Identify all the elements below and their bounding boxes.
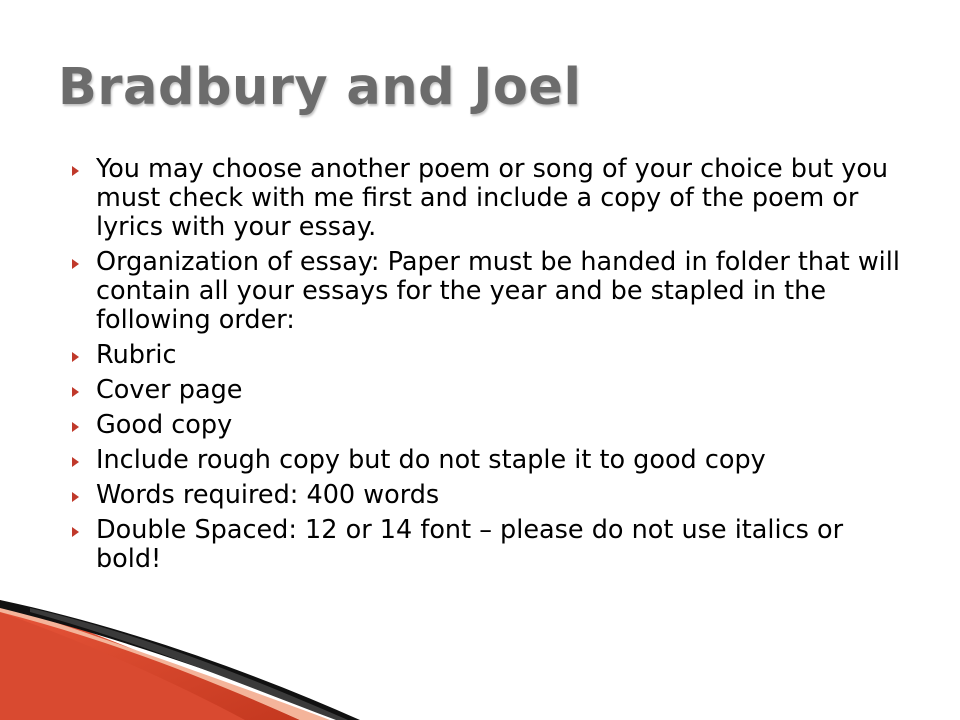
bullet-item [72, 248, 912, 335]
bullet-item [72, 376, 912, 405]
bullet-item [72, 481, 912, 510]
triangle-right-icon [72, 259, 79, 269]
bullet-list [72, 155, 912, 580]
triangle-right-icon [72, 387, 79, 397]
slide-title: Bradbury and Joel [58, 58, 582, 117]
bullet-item [72, 341, 912, 370]
bullet-text: Organization of essay: Paper must be handed in folder that will contain all your essays for the year and be stapled in the following order: [96, 247, 900, 335]
triangle-right-icon [72, 527, 79, 537]
triangle-right-icon [72, 166, 79, 176]
triangle-right-icon [72, 422, 79, 432]
bullet-text: Good copy [96, 410, 233, 440]
bullet-text: Double Spaced: 12 or 14 font – please do not use italics or bold! [96, 515, 844, 574]
bullet-text: Cover page [96, 375, 243, 405]
bullet-item [72, 516, 912, 574]
bullet-item [72, 411, 912, 440]
triangle-right-icon [72, 492, 79, 502]
bullet-item [72, 155, 912, 242]
triangle-right-icon [72, 352, 79, 362]
bullet-text: You may choose another poem or song of your choice but you must check with me first and include a copy of the poem or lyrics with your essay. [96, 154, 889, 242]
bullet-text: Words required: 400 words [96, 480, 440, 510]
bullet-item [72, 446, 912, 475]
bullet-text: Include rough copy but do not staple it to good copy [96, 445, 766, 475]
bullet-text: Rubric [96, 340, 177, 370]
triangle-right-icon [72, 457, 79, 467]
